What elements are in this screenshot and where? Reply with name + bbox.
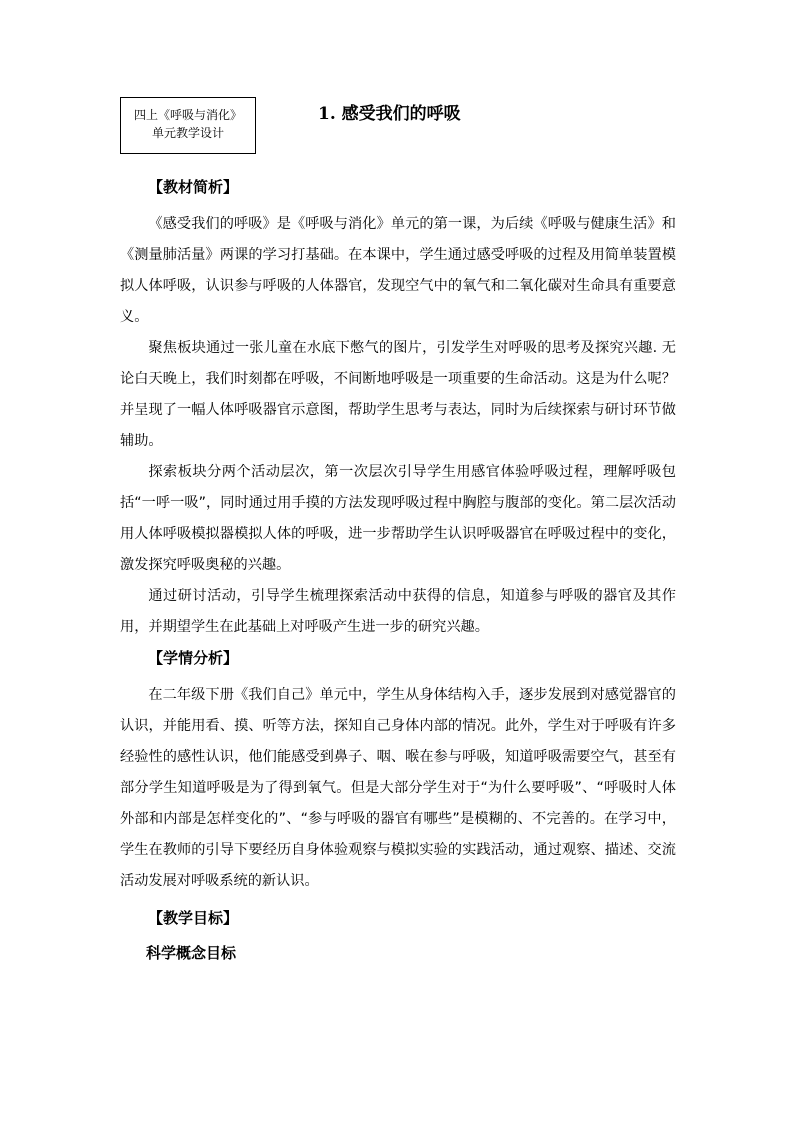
page-title: 1. 感受我们的呼吸 xyxy=(318,104,461,124)
document-body xyxy=(120,172,676,969)
unit-label-line2: 单元教学设计 xyxy=(151,126,224,140)
paragraph: 在二年级下册《我们自己》单元中，学生从身体结构入手，逐步发展到对感觉器官的认识，并能用看、摸、听等方法，探知自己身体内部的情况。此外，学生对于呼吸有许多经验性的感性认识，他们能感受到鼻子、咽、喉在参与呼吸，知道呼吸需要空气，甚至有部分学生知道呼吸是为了得到氧气。但是大部分学生对于“为什么要呼吸”、“呼吸时人体外部和内部是怎样变化的”、“参与呼吸的器官有哪些”是模糊的、不完善的。在学习中，学生在教师的引导下要经历自身体验观察与模拟实验的实践活动，通过观察、描述、交流活动发展对呼吸系统的新认识。 xyxy=(120,687,676,889)
section-heading-learner: 【学情分析】 xyxy=(148,649,239,667)
section-heading-goals: 【教学目标】 xyxy=(148,909,239,927)
paragraph: 聚焦板块通过一张儿童在水底下憋气的图片，引发学生对呼吸的思考及探究兴趣. 无论白天晚上，我们时刻都在呼吸，不间断地呼吸是一项重要的生命活动。这是为什么呢？并呈现了一幅人体呼吸器官示意图，帮助学生思考与表达，同时为后续探索与研讨环节做辅助。 xyxy=(120,340,676,449)
unit-label-line1: 四上《呼吸与消化》 xyxy=(133,108,242,122)
section-heading-textbook: 【教材简析】 xyxy=(148,178,239,196)
paragraph: 探索板块分两个活动层次，第一次层次引导学生用感官体验呼吸过程，理解呼吸包括“一呼一吸”，同时通过用手摸的方法发现呼吸过程中胸腔与腹部的变化。第二层次活动用人体呼吸模拟器模拟人体的呼吸，进一步帮助学生认识呼吸器官在呼吸过程中的变化，激发探究呼吸奥秘的兴趣。 xyxy=(120,464,676,573)
paragraph: 通过研讨活动，引导学生梳理探索活动中获得的信息，知道参与呼吸的器官及其作用，并期望学生在此基础上对呼吸产生进一步的研究兴趣。 xyxy=(120,588,676,635)
subsection-heading-concept-goals: 科学概念目标 xyxy=(146,944,237,962)
paragraph: 《感受我们的呼吸》是《呼吸与消化》单元的第一课，为后续《呼吸与健康生活》和《测量肺活量》两课的学习打基础。在本课中，学生通过感受呼吸的过程及用简单装置模拟人体呼吸，认识参与呼吸的人体器官，发现空气中的氧气和二氧化碳对生命具有重要意义。 xyxy=(120,216,676,325)
unit-label-box xyxy=(120,97,256,154)
